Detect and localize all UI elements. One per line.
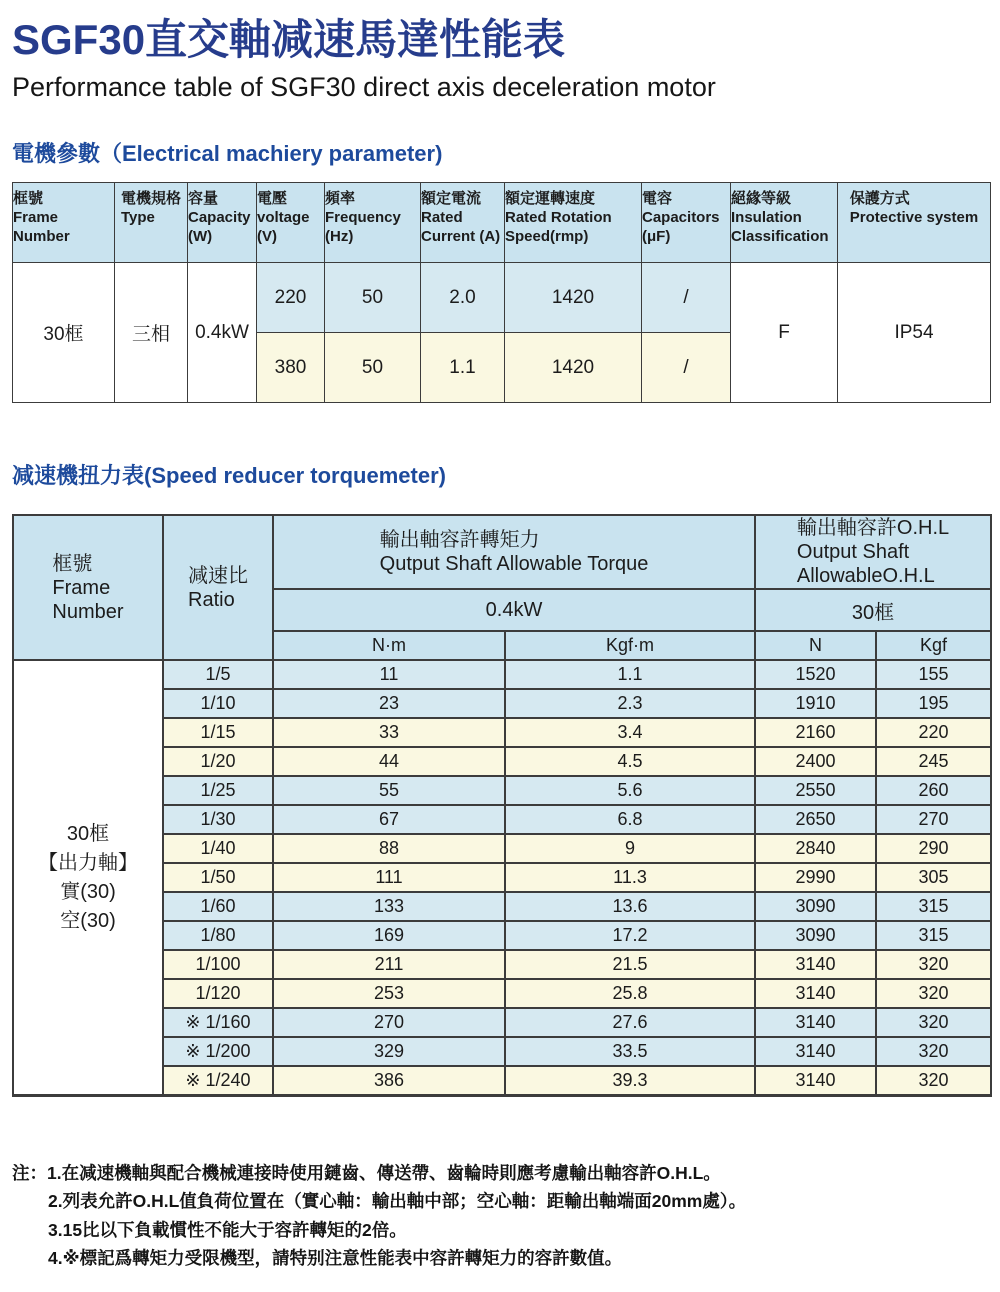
header-zh: 保護方式 (849, 190, 910, 208)
ratio-col-header (163, 515, 273, 660)
n-cell: 3140 (755, 1037, 876, 1066)
frame-col-header (13, 515, 163, 660)
frame-subheader: 30框 (755, 589, 991, 631)
note-line: 2.列表允許O.H.L值負荷位置在（實心軸：輸出軸中部；空心軸：距輸出軸端面20mm處）。 (48, 1191, 747, 1212)
ratio-cell: 1/50 (163, 863, 273, 892)
nm-cell: 270 (273, 1008, 505, 1037)
page-title: SGF30直交軸减速馬達性能表 (12, 16, 566, 63)
col-header-rated-speed (505, 183, 642, 263)
kgfm-cell: 33.5 (505, 1037, 755, 1066)
kgf-cell: 320 (876, 1008, 991, 1037)
ratio-cell: 1/5 (163, 660, 273, 689)
electrical-header-row (13, 183, 991, 263)
footnotes (12, 1159, 990, 1273)
header-en: Insulation Classification (731, 209, 829, 246)
type-cell: 三相 (115, 263, 188, 403)
header-en: Frequency (Hz) (325, 209, 401, 246)
kgf-cell: 155 (876, 660, 991, 689)
note-line: 注：1.在减速機軸與配合機械連接時使用鏈齒、傳送帶、齒輪時則應考慮輸出軸容許O.H.L。 (12, 1162, 721, 1183)
ratio-cell: 1/60 (163, 892, 273, 921)
kgfm-cell: 9 (505, 834, 755, 863)
kgf-cell: 320 (876, 979, 991, 1008)
unit-kgf-header: Kgf (876, 631, 991, 660)
nm-cell: 23 (273, 689, 505, 718)
nm-cell: 33 (273, 718, 505, 747)
ratio-cell: ※ 1/160 (163, 1008, 273, 1037)
page-subtitle: Performance table of SGF30 direct axis deceleration motor (12, 72, 716, 103)
col-header-capacitors (642, 183, 731, 263)
n-cell: 2990 (755, 863, 876, 892)
kgfm-cell: 1.1 (505, 660, 755, 689)
n-cell: 3140 (755, 950, 876, 979)
ohl-group-header (755, 515, 991, 589)
current-value: 1.1 (421, 333, 505, 403)
n-cell: 3140 (755, 1008, 876, 1037)
header-en: Ratio (188, 588, 235, 611)
ratio-cell: 1/25 (163, 776, 273, 805)
power-subheader: 0.4kW (273, 589, 755, 631)
header-en: Qutput Shaft Allowable Torque (379, 553, 649, 576)
header-zh: 框號 (13, 190, 44, 208)
header-en: Rated Current (A) (421, 209, 501, 246)
kgfm-cell: 4.5 (505, 747, 755, 776)
ratio-cell: 1/120 (163, 979, 273, 1008)
ratio-cell: 1/40 (163, 834, 273, 863)
kgfm-cell: 13.6 (505, 892, 755, 921)
nm-cell: 111 (273, 863, 505, 892)
voltage-value: 220 (257, 263, 325, 333)
n-cell: 2840 (755, 834, 876, 863)
ratio-cell: 1/100 (163, 950, 273, 979)
ratio-cell: ※ 1/200 (163, 1037, 273, 1066)
frame-line: 空(30) (60, 909, 116, 932)
ratio-cell: ※ 1/240 (163, 1066, 273, 1095)
kgf-cell: 315 (876, 921, 991, 950)
table-row (13, 660, 991, 689)
kgfm-cell: 6.8 (505, 805, 755, 834)
col-header-protective (838, 183, 991, 263)
kgfm-cell: 21.5 (505, 950, 755, 979)
header-zh: 電壓 (257, 190, 288, 208)
kgfm-cell: 11.3 (505, 863, 755, 892)
kgf-cell: 320 (876, 1037, 991, 1066)
frequency-value: 50 (325, 333, 421, 403)
kgf-cell: 260 (876, 776, 991, 805)
frame-line: 30框 (66, 822, 110, 845)
frame-line: 實(30) (60, 880, 116, 903)
kgfm-cell: 2.3 (505, 689, 755, 718)
nm-cell: 11 (273, 660, 505, 689)
ratio-cell: 1/80 (163, 921, 273, 950)
note-line: 3.15比以下負載慣性不能大于容許轉矩的2倍。 (48, 1219, 407, 1240)
voltage-value: 380 (257, 333, 325, 403)
capacity-cell: 0.4kW (188, 263, 257, 403)
header-en: voltage (V) (257, 209, 310, 246)
frame-number-cell: 30框 (13, 263, 115, 403)
n-cell: 2400 (755, 747, 876, 776)
kgf-cell: 290 (876, 834, 991, 863)
torque-section-heading: 减速機扭力表(Speed reducer torquemeter) (12, 463, 446, 489)
header-zh: 輸出軸容許O.H.L (796, 517, 950, 540)
header-zh: 額定運轉速度 (505, 190, 596, 208)
speed-value: 1420 (505, 333, 642, 403)
n-cell: 3140 (755, 1066, 876, 1095)
header-zh: 輸出軸容許轉矩力 (379, 529, 540, 552)
unit-n-header: N (755, 631, 876, 660)
col-header-capacity (188, 183, 257, 263)
kgf-cell: 245 (876, 747, 991, 776)
n-cell: 3090 (755, 892, 876, 921)
header-en: Capacitors (μF) (642, 209, 720, 246)
col-header-voltage (257, 183, 325, 263)
kgf-cell: 270 (876, 805, 991, 834)
n-cell: 2550 (755, 776, 876, 805)
col-header-insulation (731, 183, 838, 263)
ratio-cell: 1/15 (163, 718, 273, 747)
header-zh: 頻率 (325, 190, 356, 208)
speed-value: 1420 (505, 263, 642, 333)
header-en: Number (52, 600, 124, 623)
header-zh: 减速比 (188, 564, 248, 587)
torque-header-row-1 (13, 515, 991, 589)
kgfm-cell: 39.3 (505, 1066, 755, 1095)
nm-cell: 44 (273, 747, 505, 776)
kgfm-cell: 25.8 (505, 979, 755, 1008)
current-value: 2.0 (421, 263, 505, 333)
header-en: Protective system (849, 209, 979, 227)
header-zh: 電機規格 (120, 190, 181, 208)
nm-cell: 169 (273, 921, 505, 950)
kgf-cell: 220 (876, 718, 991, 747)
torque-group-header (273, 515, 755, 589)
nm-cell: 253 (273, 979, 505, 1008)
n-cell: 3090 (755, 921, 876, 950)
header-en: Rated Rotation Speed(rmp) (505, 209, 612, 246)
col-header-type (115, 183, 188, 263)
nm-cell: 329 (273, 1037, 505, 1066)
nm-cell: 386 (273, 1066, 505, 1095)
kgf-cell: 315 (876, 892, 991, 921)
kgf-cell: 305 (876, 863, 991, 892)
nm-cell: 67 (273, 805, 505, 834)
header-zh: 絕緣等級 (731, 190, 792, 208)
col-header-frame-number (13, 183, 115, 263)
nm-cell: 133 (273, 892, 505, 921)
n-cell: 1910 (755, 689, 876, 718)
header-zh: 電容 (642, 190, 673, 208)
insulation-cell: F (731, 263, 838, 403)
capacitor-value: / (642, 333, 731, 403)
unit-kgfm-header: Kgf·m (505, 631, 755, 660)
n-cell: 3140 (755, 979, 876, 1008)
header-en: Frame (52, 576, 111, 599)
nm-cell: 88 (273, 834, 505, 863)
kgfm-cell: 3.4 (505, 718, 755, 747)
note-line: 4.※標記爲轉矩力受限機型，請特别注意性能表中容許轉矩力的容許數值。 (48, 1248, 623, 1269)
header-en: Frame Number (13, 209, 70, 246)
frame-line: 【出力軸】 (38, 851, 138, 874)
header-en: AllowableO.H.L (796, 565, 935, 588)
ratio-cell: 1/20 (163, 747, 273, 776)
nm-cell: 211 (273, 950, 505, 979)
kgfm-cell: 27.6 (505, 1008, 755, 1037)
protection-cell: IP54 (838, 263, 991, 403)
frame-span-cell (13, 660, 163, 1095)
col-header-rated-current (421, 183, 505, 263)
col-header-frequency (325, 183, 421, 263)
kgf-cell: 320 (876, 1066, 991, 1095)
header-zh: 額定電流 (421, 190, 482, 208)
n-cell: 2650 (755, 805, 876, 834)
n-cell: 1520 (755, 660, 876, 689)
ratio-cell: 1/30 (163, 805, 273, 834)
frequency-value: 50 (325, 263, 421, 333)
electrical-parameters-table (12, 182, 991, 403)
kgf-cell: 195 (876, 689, 991, 718)
header-en: Capacity (W) (188, 209, 251, 246)
n-cell: 2160 (755, 718, 876, 747)
unit-nm-header: N·m (273, 631, 505, 660)
header-zh: 容量 (188, 190, 219, 208)
kgf-cell: 320 (876, 950, 991, 979)
nm-cell: 55 (273, 776, 505, 805)
torque-table (12, 514, 992, 1097)
kgfm-cell: 17.2 (505, 921, 755, 950)
header-en: Output Shaft (796, 541, 910, 564)
capacitor-value: / (642, 263, 731, 333)
electrical-section-heading: 電機參數（Electrical machiery parameter) (12, 141, 443, 167)
header-en: Type (120, 209, 155, 227)
ratio-cell: 1/10 (163, 689, 273, 718)
electrical-data-row-220 (13, 263, 991, 333)
header-zh: 框號 (52, 552, 93, 575)
kgfm-cell: 5.6 (505, 776, 755, 805)
